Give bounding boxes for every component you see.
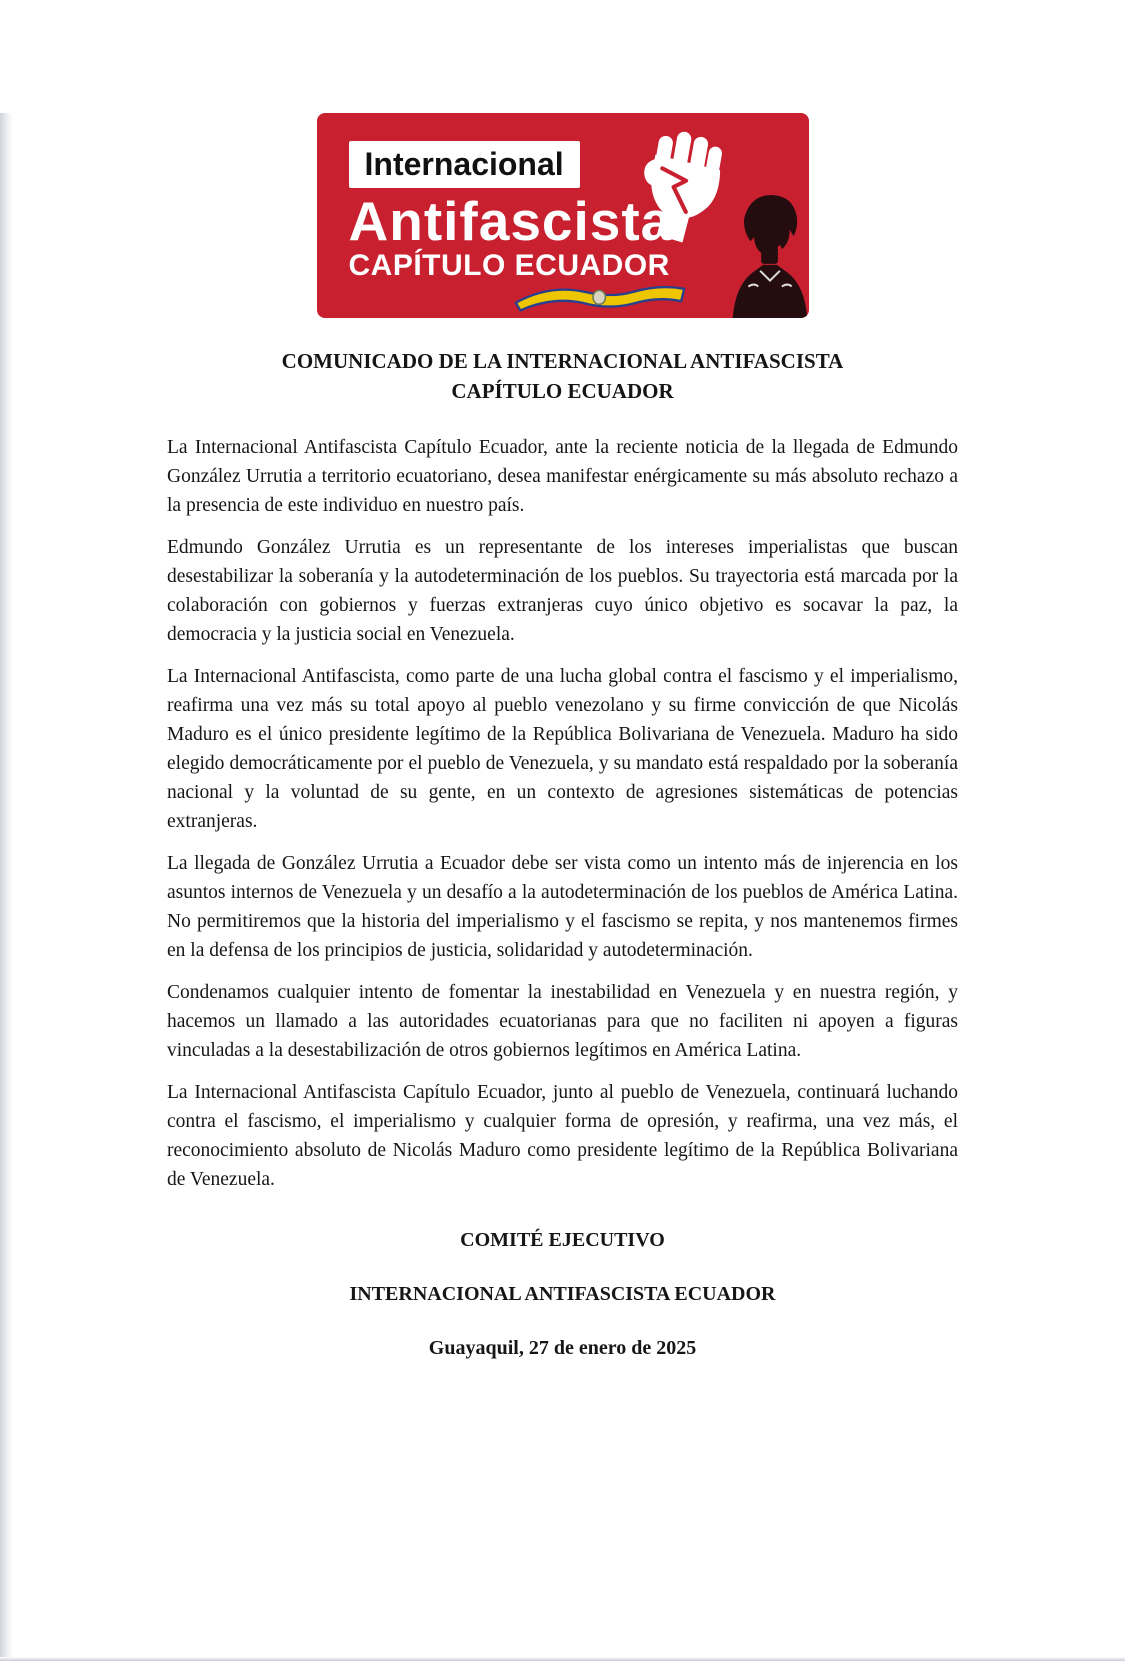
document-footer	[0, 1226, 1125, 1363]
document-page	[0, 113, 1125, 1661]
page-left-edge-shadow	[0, 113, 13, 1661]
paragraph: La Internacional Antifascista Capítulo Ecuador, junto al pueblo de Venezuela, continuará luchando contra el fascismo, el imperialismo y cualquier forma de opresión, y reafirma, una vez más, el reconocimiento absoluto de Nicolás Maduro como presidente legítimo de la República Bolivariana de Venezuela.	[167, 1082, 958, 1190]
logo-banner	[317, 113, 809, 318]
bolivar-portrait	[729, 192, 809, 318]
logo-capitulo-ecuador-label: CAPÍTULO ECUADOR	[348, 249, 670, 282]
ecuador-flag-ribbon	[489, 278, 711, 312]
paragraph: La llegada de González Urrutia a Ecuador debe ser vista como un intento más de injerencia en los asuntos internos de Venezuela y un desafío a la autodeterminación de los pueblos de América Latina. No permitiremos que la historia del imperialismo y el fascismo se repita, y nos mantenemos firmes en la defensa de los principios de justicia, solidaridad y autodeterminación.	[167, 853, 958, 961]
document-body	[167, 433, 958, 1194]
paragraph: La Internacional Antifascista Capítulo Ecuador, ante la reciente noticia de la llegada de Edmundo González Urrutia a territorio ecuatoriano, desea manifestar enérgicamente su más absoluto rechazo a la presencia de este individuo en nuestro país.	[167, 437, 958, 516]
paragraph: La Internacional Antifascista, como parte de una lucha global contra el fascismo y el imperialismo, reafirma una vez más su total apoyo al pueblo venezolano y su firme convicción de que Nicolás Maduro es el único presidente legítimo de la República Bolivariana de Venezuela. Maduro ha sido elegido democráticamente por el pueblo de Venezuela, y su mandato está respaldado por la soberanía nacional y la voluntad de su gente, en un contexto de agresiones sistemáticas de potencias extranjeras.	[167, 666, 958, 832]
footer-date-line: Guayaquil, 27 de enero de 2025	[428, 1337, 697, 1359]
logo-internacional-box	[349, 141, 580, 188]
logo-text-column	[349, 141, 673, 282]
footer-organization-line: INTERNACIONAL ANTIFASCISTA ECUADOR	[349, 1283, 776, 1305]
logo-antifascista-label: Antifascista	[348, 190, 673, 252]
logo-internacional-label: Internacional	[364, 146, 564, 182]
page-bottom-edge-shadow	[0, 1657, 1125, 1661]
document-title-line1: COMUNICADO DE LA INTERNACIONAL ANTIFASCISTA	[281, 349, 844, 373]
paragraph: Edmundo González Urrutia es un representante de los intereses imperialistas que buscan desestabilizar la soberanía y la autodeterminación de los pueblos. Su trayectoria está marcada por la colaboración con gobiernos y fuerzas extranjeras cuyo único objetivo es socavar la paz, la democracia y la justicia social en Venezuela.	[167, 537, 958, 645]
document-title-line2: CAPÍTULO ECUADOR	[451, 379, 674, 403]
document-title	[130, 346, 995, 406]
footer-committee-line: COMITÉ EJECUTIVO	[460, 1229, 665, 1251]
paragraph: Condenamos cualquier intento de fomentar la inestabilidad en Venezuela y en nuestra región, y hacemos un llamado a las autoridades ecuatorianas para que no faciliten ni apoyen a figuras vinculadas a la desestabilización de otros gobiernos legítimos en América Latina.	[167, 982, 958, 1061]
